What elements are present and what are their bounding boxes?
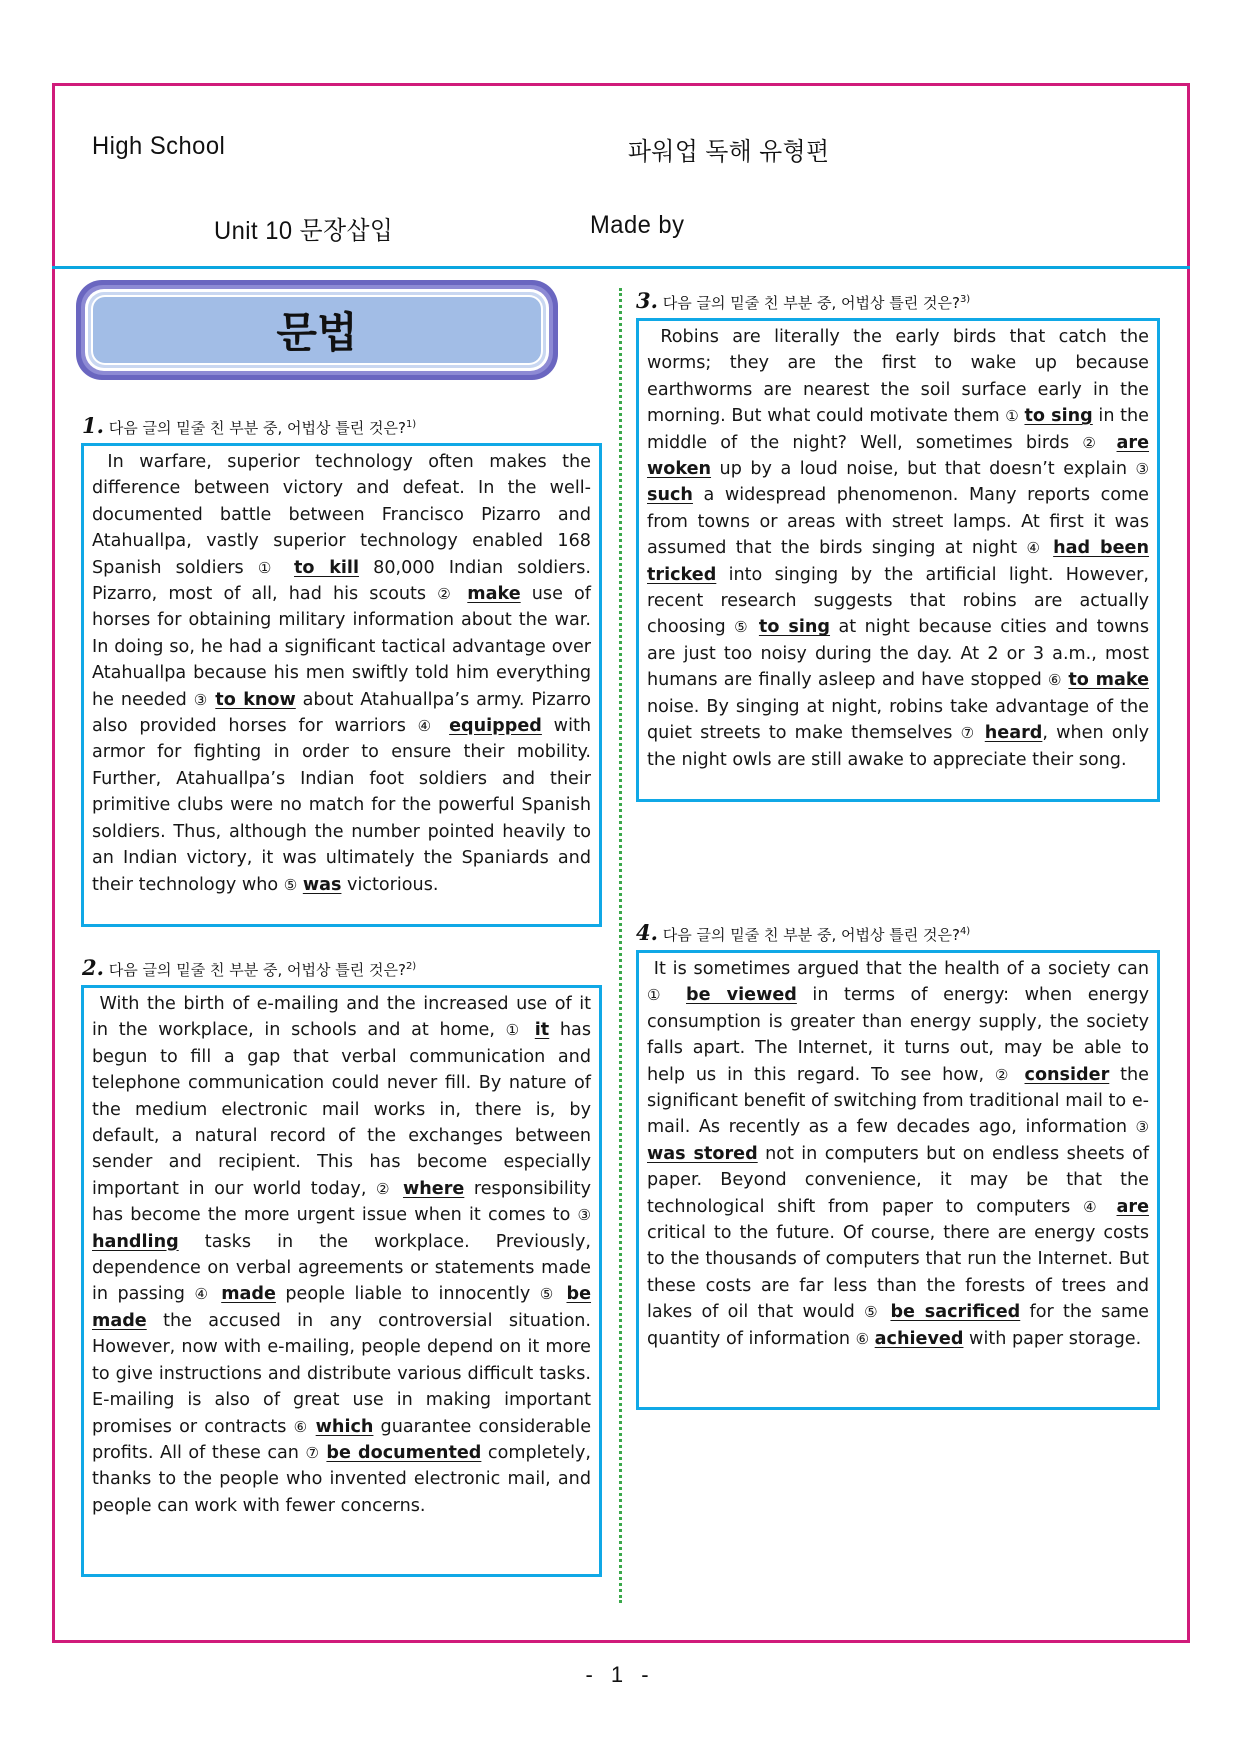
choice-number: ① bbox=[647, 986, 671, 1005]
question-4-title bbox=[636, 920, 970, 945]
underlined-choice: equipped bbox=[449, 716, 542, 737]
header-made-by: Made by bbox=[590, 211, 685, 239]
question-prompt: 다음 글의 밑줄 친 부분 중, 어법상 틀린 것은? bbox=[108, 419, 406, 437]
underlined-choice: be documented bbox=[326, 1442, 482, 1463]
question-number: 2. bbox=[82, 955, 104, 980]
underlined-choice: be made bbox=[92, 1284, 592, 1331]
underlined-choice: such bbox=[647, 485, 693, 506]
question-1-passage: In warfare, superior technology often makes the difference between victory and defeat. In the well-documented battle between Francisco Pizarro and Atahuallpa, vastly superior technology enabled 168 Spanish soldiers ① to kill 80,000 Indian soldiers. Pizarro, most of all, had his scouts ② make use of horses for obtaining military information about the war. In doing so, he had a significant tactical advantage over Atahuallpa because his men swiftly told him everything he needed ③ to know about Atahuallpa’s army. Pizarro also provided horses for warriors ④ equipped with armor for fighting in order to ensure their mobility. Further, Atahuallpa’s Indian foot soldiers and their primitive clubs were no match for the powerful Spanish soldiers. Thus, although the number pointed heavily to an Indian victory, it was ultimately the Spaniards and their technology who ⑤ was victorious. bbox=[81, 443, 602, 927]
underlined-choice: to make bbox=[1068, 670, 1150, 691]
choice-number: ⑤ bbox=[283, 875, 298, 894]
question-number: 3. bbox=[636, 288, 658, 313]
choice-number: ③ bbox=[193, 690, 209, 709]
underlined-choice: heard bbox=[984, 723, 1043, 744]
underlined-choice: to kill bbox=[294, 557, 359, 578]
question-prompt: 다음 글의 밑줄 친 부분 중, 어법상 틀린 것은? bbox=[662, 926, 960, 944]
choice-number: ⑦ bbox=[305, 1443, 320, 1462]
choice-number: ⑦ bbox=[960, 724, 977, 743]
underlined-choice: are bbox=[1116, 1196, 1149, 1217]
underlined-choice: to sing bbox=[758, 617, 831, 638]
choice-number: ② bbox=[437, 585, 457, 604]
underlined-choice: are woken bbox=[647, 432, 1150, 480]
underlined-choice: was bbox=[302, 874, 342, 895]
choice-number: ⑤ bbox=[539, 1285, 558, 1304]
choice-number: ⑥ bbox=[293, 1417, 309, 1436]
question-3-passage: Robins are literally the early birds that catch the worms; they are the first to wake up because earthworms are nearest the soil surface early in the morning. But what could motivate them ① to sing in the middle of the night? Well, sometimes birds ② are woken up by a loud noise, but that doesn’t explain ③ such a widespread phenomenon. Many reports come from towns or areas with street lamps. At first it was assumed that the birds singing at night ④ had been tricked into singing by the artificial light. However, recent research suggests that robins are actually choosing ⑤ to sing at night because cities and towns are just too noisy during the day. At 2 or 3 a.m., most humans are finally asleep and have stopped ⑥ to make noise. By singing at night, robins take advantage of the quiet streets to make themselves ⑦ heard, when only the night owls are still awake to appreciate their song. bbox=[636, 318, 1160, 802]
underlined-choice: make bbox=[467, 584, 521, 605]
underlined-choice: consider bbox=[1024, 1064, 1110, 1085]
underlined-choice: had been tricked bbox=[647, 538, 1149, 585]
footnote-marker: 2) bbox=[405, 961, 417, 972]
choice-number: ④ bbox=[417, 717, 438, 736]
header-rule bbox=[52, 266, 1190, 269]
choice-number: ③ bbox=[1135, 460, 1149, 479]
underlined-choice: achieved bbox=[874, 1328, 964, 1349]
choice-number: ② bbox=[375, 1179, 394, 1198]
underlined-choice: which bbox=[315, 1416, 374, 1437]
question-4-passage: It is sometimes argued that the health of a society can ① be viewed in terms of energy: when energy consumption is greater than energy supply, the society falls apart. The Internet, it turns out, may be able to help us in this regard. To see how, ② consider the significant benefit of switching from traditional mail to e-mail. As recently as a few decades ago, information ③ was stored not in computers but on endless sheets of paper. Beyond convenience, it may be that the technological shift from paper to computers ④ are critical to the future. Of course, there are energy costs to the thousands of computers that run the Internet. But these costs are far less than the forests of trees and lakes of oil that would ⑤ be sacrificed for the same quantity of information ⑥ achieved with paper storage. bbox=[636, 950, 1160, 1410]
underlined-choice: was stored bbox=[647, 1143, 758, 1164]
choice-number: ⑥ bbox=[1048, 671, 1063, 690]
column-divider bbox=[619, 288, 622, 1603]
question-number: 1. bbox=[82, 413, 104, 438]
header-school-label: High School bbox=[92, 132, 226, 160]
question-2-passage: With the birth of e-mailing and the increased use of it in the workplace, in schools and at home, ① it has begun to fill a gap that verbal communication and telephone communication could never fill. By nature of the medium electronic mail works in, there is, by default, a natural record of the exchanges between sender and recipient. This has become especially important in our world today, ② where responsibility has become the more urgent issue when it comes to ③ handling tasks in the workplace. Previously, dependence on verbal agreements or statements made in passing ④ made people liable to innocently ⑤ be made the accused in any controversial situation. However, now with e-mailing, people depend on it more to give instructions and distribute various difficult tasks. E-mailing is also of great use in making important promises or contracts ⑥ which guarantee considerable profits. All of these can ⑦ be documented completely, thanks to the people who invented electronic mail, and people can work with fewer concerns. bbox=[81, 985, 602, 1577]
choice-number: ③ bbox=[1135, 1118, 1149, 1137]
question-1-title bbox=[82, 413, 416, 438]
underlined-choice: be sacrificed bbox=[890, 1302, 1021, 1323]
underlined-choice: where bbox=[402, 1178, 465, 1199]
question-2-title bbox=[82, 955, 416, 980]
choice-number: ③ bbox=[577, 1206, 591, 1225]
choice-number: ⑤ bbox=[864, 1303, 882, 1322]
question-prompt: 다음 글의 밑줄 친 부분 중, 어법상 틀린 것은? bbox=[662, 294, 960, 312]
footnote-marker: 1) bbox=[405, 419, 417, 430]
question-number: 4. bbox=[636, 920, 658, 945]
choice-number: ② bbox=[1082, 433, 1104, 452]
header-book-title: 파워업 독해 유형편 bbox=[628, 138, 830, 166]
underlined-choice: it bbox=[534, 1020, 550, 1041]
choice-number: ① bbox=[257, 558, 280, 577]
choice-number: ④ bbox=[194, 1285, 212, 1304]
page-number: - 1 - bbox=[585, 1662, 655, 1687]
footnote-marker: 4) bbox=[959, 926, 971, 937]
choice-number: ④ bbox=[1083, 1197, 1104, 1216]
underlined-choice: made bbox=[221, 1284, 276, 1305]
header-unit-label: Unit 10 문장삽입 bbox=[214, 217, 394, 245]
choice-number: ① bbox=[1005, 407, 1019, 426]
question-3-title bbox=[636, 288, 970, 313]
underlined-choice: be viewed bbox=[686, 985, 797, 1006]
choice-number: ⑤ bbox=[734, 618, 751, 637]
underlined-choice: to know bbox=[215, 689, 296, 710]
question-prompt: 다음 글의 밑줄 친 부분 중, 어법상 틀린 것은? bbox=[108, 961, 406, 979]
footnote-marker: 3) bbox=[959, 294, 971, 305]
choice-number: ② bbox=[994, 1065, 1014, 1084]
section-title-box bbox=[76, 280, 558, 380]
underlined-choice: to sing bbox=[1024, 406, 1093, 427]
choice-number: ⑥ bbox=[855, 1329, 870, 1348]
section-title: 문법 bbox=[93, 297, 541, 363]
underlined-choice: handling bbox=[92, 1231, 179, 1252]
choice-number: ① bbox=[505, 1021, 525, 1040]
choice-number: ④ bbox=[1026, 539, 1044, 558]
